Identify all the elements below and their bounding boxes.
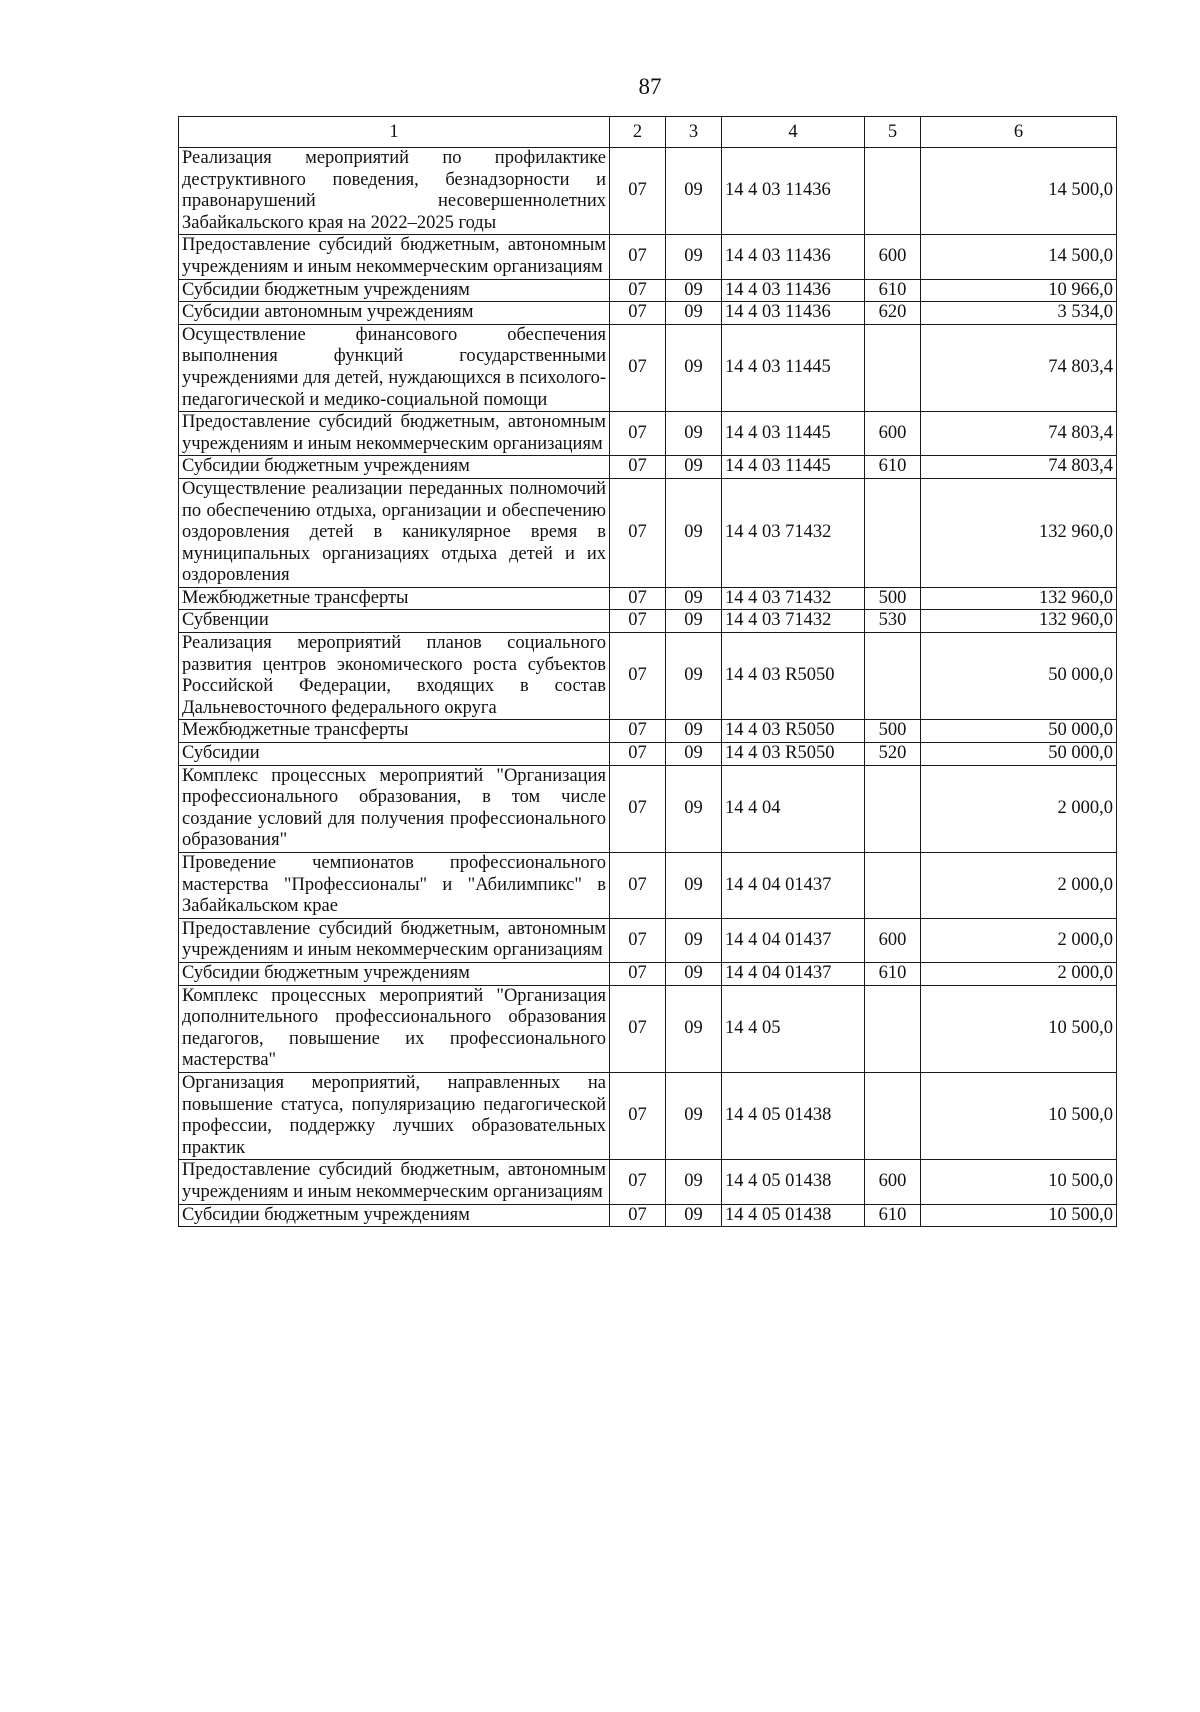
row-type-cell bbox=[865, 633, 921, 720]
row-name-cell: Субсидии автономным учреждениям bbox=[179, 302, 610, 325]
row-code-cell: 14 4 03 11445 bbox=[722, 412, 865, 456]
row-subsection-cell: 09 bbox=[666, 853, 722, 919]
row-subsection-cell: 09 bbox=[666, 412, 722, 456]
row-amount-cell: 2 000,0 bbox=[921, 962, 1117, 985]
row-code-cell: 14 4 03 11445 bbox=[722, 456, 865, 479]
row-code-cell: 14 4 04 01437 bbox=[722, 962, 865, 985]
row-amount-cell: 3 534,0 bbox=[921, 302, 1117, 325]
row-section-cell: 07 bbox=[610, 478, 666, 587]
row-name-cell: Реализация мероприятий планов социального развития центров экономического роста субъектов Российской Федерации, входящих в состав Дальневосточного федерального округа bbox=[179, 633, 610, 720]
table-row bbox=[179, 853, 1117, 919]
table-row bbox=[179, 279, 1117, 302]
row-subsection-cell: 09 bbox=[666, 765, 722, 852]
row-amount-cell: 14 500,0 bbox=[921, 148, 1117, 235]
table-body bbox=[179, 117, 1117, 1227]
row-subsection-cell: 09 bbox=[666, 478, 722, 587]
row-subsection-cell: 09 bbox=[666, 302, 722, 325]
row-name-cell: Проведение чемпионатов профессионального мастерства "Профессионалы" и "Абилимпикс" в Забайкальском крае bbox=[179, 853, 610, 919]
row-amount-cell: 74 803,4 bbox=[921, 324, 1117, 411]
table-row bbox=[179, 962, 1117, 985]
row-name-cell: Субсидии бюджетным учреждениям bbox=[179, 962, 610, 985]
table-row bbox=[179, 478, 1117, 587]
row-type-cell bbox=[865, 853, 921, 919]
row-subsection-cell: 09 bbox=[666, 610, 722, 633]
row-subsection-cell: 09 bbox=[666, 279, 722, 302]
row-name-cell: Субсидии bbox=[179, 743, 610, 766]
row-code-cell: 14 4 03 71432 bbox=[722, 610, 865, 633]
row-code-cell: 14 4 03 11436 bbox=[722, 235, 865, 279]
row-subsection-cell: 09 bbox=[666, 148, 722, 235]
row-subsection-cell: 09 bbox=[666, 720, 722, 743]
row-type-cell bbox=[865, 478, 921, 587]
row-type-cell: 600 bbox=[865, 1160, 921, 1204]
row-subsection-cell: 09 bbox=[666, 918, 722, 962]
row-section-cell: 07 bbox=[610, 610, 666, 633]
table-row bbox=[179, 610, 1117, 633]
row-subsection-cell: 09 bbox=[666, 456, 722, 479]
row-amount-cell: 14 500,0 bbox=[921, 235, 1117, 279]
row-name-cell: Предоставление субсидий бюджетным, автономным учреждениям и иным некоммерческим организациям bbox=[179, 412, 610, 456]
table-row bbox=[179, 720, 1117, 743]
row-code-cell: 14 4 03 11436 bbox=[722, 279, 865, 302]
row-name-cell: Субсидии бюджетным учреждениям bbox=[179, 279, 610, 302]
row-code-cell: 14 4 05 01438 bbox=[722, 1204, 865, 1227]
row-amount-cell: 50 000,0 bbox=[921, 743, 1117, 766]
row-amount-cell: 50 000,0 bbox=[921, 633, 1117, 720]
header-col-2: 2 bbox=[610, 117, 666, 148]
row-amount-cell: 132 960,0 bbox=[921, 478, 1117, 587]
row-code-cell: 14 4 03 R5050 bbox=[722, 720, 865, 743]
row-type-cell: 600 bbox=[865, 918, 921, 962]
row-code-cell: 14 4 03 R5050 bbox=[722, 633, 865, 720]
row-code-cell: 14 4 04 01437 bbox=[722, 853, 865, 919]
row-section-cell: 07 bbox=[610, 918, 666, 962]
row-amount-cell: 2 000,0 bbox=[921, 853, 1117, 919]
row-code-cell: 14 4 04 01437 bbox=[722, 918, 865, 962]
row-section-cell: 07 bbox=[610, 743, 666, 766]
row-name-cell: Межбюджетные трансферты bbox=[179, 587, 610, 610]
row-section-cell: 07 bbox=[610, 765, 666, 852]
row-section-cell: 07 bbox=[610, 1072, 666, 1159]
row-type-cell: 600 bbox=[865, 412, 921, 456]
row-type-cell: 610 bbox=[865, 962, 921, 985]
table-row bbox=[179, 765, 1117, 852]
row-amount-cell: 132 960,0 bbox=[921, 610, 1117, 633]
row-code-cell: 14 4 03 71432 bbox=[722, 478, 865, 587]
row-code-cell: 14 4 05 01438 bbox=[722, 1160, 865, 1204]
row-name-cell: Реализация мероприятий по профилактике деструктивного поведения, безнадзорности и правонарушений несовершеннолетних Забайкальского края на 2022–2025 годы bbox=[179, 148, 610, 235]
row-amount-cell: 132 960,0 bbox=[921, 587, 1117, 610]
row-name-cell: Субсидии бюджетным учреждениям bbox=[179, 456, 610, 479]
row-name-cell: Комплекс процессных мероприятий "Организация профессионального образования, в том числе создание условий для получения профессионального образования" bbox=[179, 765, 610, 852]
header-col-3: 3 bbox=[666, 117, 722, 148]
row-name-cell: Субсидии бюджетным учреждениям bbox=[179, 1204, 610, 1227]
header-col-1: 1 bbox=[179, 117, 610, 148]
row-section-cell: 07 bbox=[610, 720, 666, 743]
row-amount-cell: 10 500,0 bbox=[921, 1160, 1117, 1204]
row-subsection-cell: 09 bbox=[666, 1072, 722, 1159]
page-number: 87 bbox=[638, 74, 662, 99]
table-row bbox=[179, 148, 1117, 235]
row-type-cell: 520 bbox=[865, 743, 921, 766]
budget-table bbox=[178, 116, 1117, 1227]
row-type-cell: 500 bbox=[865, 587, 921, 610]
row-name-cell: Предоставление субсидий бюджетным, автономным учреждениям и иным некоммерческим организациям bbox=[179, 235, 610, 279]
row-amount-cell: 2 000,0 bbox=[921, 918, 1117, 962]
row-name-cell: Осуществление финансового обеспечения выполнения функций государственными учреждениями для детей, нуждающихся в психолого-педагогической и медико-социальной помощи bbox=[179, 324, 610, 411]
row-section-cell: 07 bbox=[610, 148, 666, 235]
table-row bbox=[179, 302, 1117, 325]
row-section-cell: 07 bbox=[610, 302, 666, 325]
row-type-cell: 600 bbox=[865, 235, 921, 279]
row-name-cell: Комплекс процессных мероприятий "Организация дополнительного профессионального образования педагогов, повышение их профессионального мастерства" bbox=[179, 985, 610, 1072]
row-amount-cell: 10 500,0 bbox=[921, 985, 1117, 1072]
row-section-cell: 07 bbox=[610, 985, 666, 1072]
row-type-cell: 500 bbox=[865, 720, 921, 743]
row-type-cell: 620 bbox=[865, 302, 921, 325]
row-type-cell: 610 bbox=[865, 279, 921, 302]
row-section-cell: 07 bbox=[610, 853, 666, 919]
table-row bbox=[179, 985, 1117, 1072]
row-subsection-cell: 09 bbox=[666, 985, 722, 1072]
row-amount-cell: 10 966,0 bbox=[921, 279, 1117, 302]
row-name-cell: Межбюджетные трансферты bbox=[179, 720, 610, 743]
row-name-cell: Осуществление реализации переданных полномочий по обеспечению отдыха, организации и обеспечению оздоровления детей в каникулярное время в муниципальных организациях отдыха детей и их оздоровления bbox=[179, 478, 610, 587]
row-section-cell: 07 bbox=[610, 235, 666, 279]
row-code-cell: 14 4 04 bbox=[722, 765, 865, 852]
row-name-cell: Предоставление субсидий бюджетным, автономным учреждениям и иным некоммерческим организациям bbox=[179, 1160, 610, 1204]
row-code-cell: 14 4 03 71432 bbox=[722, 587, 865, 610]
row-section-cell: 07 bbox=[610, 456, 666, 479]
table-row bbox=[179, 456, 1117, 479]
table-row bbox=[179, 1204, 1117, 1227]
row-amount-cell: 2 000,0 bbox=[921, 765, 1117, 852]
row-section-cell: 07 bbox=[610, 324, 666, 411]
row-subsection-cell: 09 bbox=[666, 633, 722, 720]
row-type-cell bbox=[865, 985, 921, 1072]
row-amount-cell: 74 803,4 bbox=[921, 412, 1117, 456]
row-amount-cell: 10 500,0 bbox=[921, 1072, 1117, 1159]
row-subsection-cell: 09 bbox=[666, 587, 722, 610]
row-subsection-cell: 09 bbox=[666, 743, 722, 766]
row-section-cell: 07 bbox=[610, 279, 666, 302]
row-type-cell bbox=[865, 148, 921, 235]
row-name-cell: Организация мероприятий, направленных на повышение статуса, популяризацию педагогической профессии, поддержку лучших образовательных практик bbox=[179, 1072, 610, 1159]
header-col-5: 5 bbox=[865, 117, 921, 148]
row-type-cell: 530 bbox=[865, 610, 921, 633]
row-amount-cell: 50 000,0 bbox=[921, 720, 1117, 743]
table-row bbox=[179, 235, 1117, 279]
row-code-cell: 14 4 05 bbox=[722, 985, 865, 1072]
row-section-cell: 07 bbox=[610, 412, 666, 456]
table-row bbox=[179, 587, 1117, 610]
row-code-cell: 14 4 03 11436 bbox=[722, 302, 865, 325]
table-row bbox=[179, 743, 1117, 766]
header-col-6: 6 bbox=[921, 117, 1117, 148]
row-type-cell: 610 bbox=[865, 1204, 921, 1227]
row-section-cell: 07 bbox=[610, 1204, 666, 1227]
table-row bbox=[179, 633, 1117, 720]
row-section-cell: 07 bbox=[610, 633, 666, 720]
table-row bbox=[179, 412, 1117, 456]
row-type-cell: 610 bbox=[865, 456, 921, 479]
header-col-4: 4 bbox=[722, 117, 865, 148]
row-subsection-cell: 09 bbox=[666, 1160, 722, 1204]
table-row bbox=[179, 1072, 1117, 1159]
row-subsection-cell: 09 bbox=[666, 324, 722, 411]
row-code-cell: 14 4 05 01438 bbox=[722, 1072, 865, 1159]
row-type-cell bbox=[865, 765, 921, 852]
row-code-cell: 14 4 03 11445 bbox=[722, 324, 865, 411]
table-row bbox=[179, 324, 1117, 411]
row-section-cell: 07 bbox=[610, 587, 666, 610]
table-header-row bbox=[179, 117, 1117, 148]
row-code-cell: 14 4 03 11436 bbox=[722, 148, 865, 235]
table-row bbox=[179, 1160, 1117, 1204]
row-section-cell: 07 bbox=[610, 962, 666, 985]
table-row bbox=[179, 918, 1117, 962]
row-type-cell bbox=[865, 324, 921, 411]
row-amount-cell: 10 500,0 bbox=[921, 1204, 1117, 1227]
row-code-cell: 14 4 03 R5050 bbox=[722, 743, 865, 766]
row-section-cell: 07 bbox=[610, 1160, 666, 1204]
row-subsection-cell: 09 bbox=[666, 235, 722, 279]
row-name-cell: Предоставление субсидий бюджетным, автономным учреждениям и иным некоммерческим организациям bbox=[179, 918, 610, 962]
row-name-cell: Субвенции bbox=[179, 610, 610, 633]
row-subsection-cell: 09 bbox=[666, 1204, 722, 1227]
row-subsection-cell: 09 bbox=[666, 962, 722, 985]
row-amount-cell: 74 803,4 bbox=[921, 456, 1117, 479]
row-type-cell bbox=[865, 1072, 921, 1159]
